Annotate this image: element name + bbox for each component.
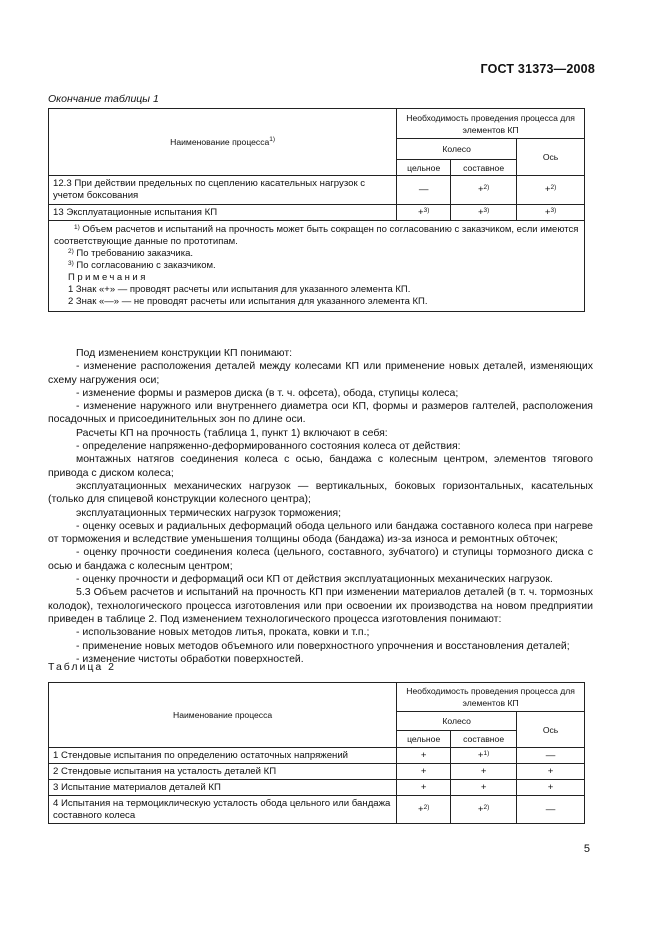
table1-head-name: Наименование процесса$^{1)}$ xyxy=(49,109,397,176)
table2-head-os: Ось xyxy=(517,712,585,748)
table1-head-tselnoe: цельное xyxy=(397,160,451,176)
notes-title: Примечания xyxy=(68,272,148,283)
table2-head-need: Необходимость проведения процесса для элементов КП xyxy=(397,683,585,712)
table-row: 4 Испытания на термоциклическую усталость обода цельного или бандажа составного колеса +$^{2)}$ +$^{2)}$ — xyxy=(49,796,585,824)
table2-head-sostavnoe: составное xyxy=(451,731,517,748)
table-row: 13 Эксплуатационные испытания КП +$^{3)}$ +$^{3)}$ +$^{3)}$ xyxy=(49,205,585,221)
table1-head-koleso: Колесо xyxy=(397,139,517,160)
table1-head-need: Необходимость проведения процесса для элементов КП xyxy=(397,109,585,139)
table2-head-tselnoe: цельное xyxy=(397,731,451,748)
table2-head-name: Наименование процесса xyxy=(49,683,397,748)
document-header: ГОСТ 31373—2008 xyxy=(480,62,595,76)
table1-head-sostavnoe: составное xyxy=(451,160,517,176)
table1 xyxy=(48,108,585,312)
table2-caption: Таблица 2 xyxy=(48,661,116,673)
table-row: 3 Испытание материалов деталей КП + + + xyxy=(49,780,585,796)
table1-head-os: Ось xyxy=(517,139,585,176)
table1-row1-name: 12.3 При действии предельных по сцеплению касательных нагрузок с учетом боксования xyxy=(49,176,397,205)
table-row: 2 Стендовые испытания на усталость деталей КП + + + xyxy=(49,764,585,780)
table1-footnotes: $^{1)}$ Объем расчетов и испытаний на прочность может быть сокращен по согласованию с заказчиком, если имеются соответствующие данные по прототипам. $^{2)}$ По требованию заказчика. $^{3)}$ По согласованию с заказчиком. Примечания 1 Знак «+» — проводят расчеты или испытания для указанного элемента КП. 2 Знак «—» — не проводят расчеты или испытания для указанного элемента КП. xyxy=(49,221,585,312)
table-row: 1 Стендовые испытания по определению остаточных напряжений + +$^{1)}$ — xyxy=(49,748,585,764)
table1-row2-name: 13 Эксплуатационные испытания КП xyxy=(49,205,397,221)
body-text: Под изменением конструкции КП понимают: - изменение расположения деталей между колесами КП или применение новых деталей, изменяющих схему нагружения оси; - изменение формы и размеров диска (в т. ч. офсета), обода, ступицы колеса; - изменение наружного или внутреннего диаметра оси КП, формы и размеров галтелей, расположения посадочных и присоединительных зон по длине оси. Расчеты КП на прочность (таблица 1, пункт 1) включают в себя: - определение напряженно-деформированного состояния колеса от действия: монтажных натягов соединения колеса с осью, бандажа с колесным центром, элементов тягового привода с диском колеса; эксплуатационных механических нагрузок — вертикальных, боковых горизонтальных, касательных (только для спицевой конструкции колесного центра); эксплуатационных термических нагрузок торможения; - оценку осевых и радиальных деформаций обода цельного или бандажа составного колеса при нагреве от торможения и вследствие уменьшения толщины обода (бандажа) из-за износа и ремонтных обточек; - оценку прочности соединения колеса (цельного, составного, зубчатого) и ступицы тормозного диска с осью и бандажа с колесным центром; - оценку прочности и деформаций оси КП от действия эксплуатационных механических нагрузок. 5.3 Объем расчетов и испытаний на прочность КП при изменении материалов деталей (в т. ч. тормозных колодок), технологического процесса изготовления или при освоении их производства на новом предприятии приведен в таблице 2. Под изменением технологического процесса изготовления понимают: - использование новых методов литья, проката, ковки и т.п.; - применение новых методов объемного или поверхностного упрочнения и восстановления деталей; - изменение чистоты обработки поверхностей. xyxy=(48,347,593,665)
page-number: 5 xyxy=(583,843,590,855)
table2-head-koleso: Колесо xyxy=(397,712,517,731)
table-row: 12.3 При действии предельных по сцеплению касательных нагрузок с учетом боксования — +$^{2)}$ +$^{2)}$ xyxy=(49,176,585,205)
table2 xyxy=(48,682,585,824)
table1-caption: Окончание таблицы 1 xyxy=(48,93,159,105)
